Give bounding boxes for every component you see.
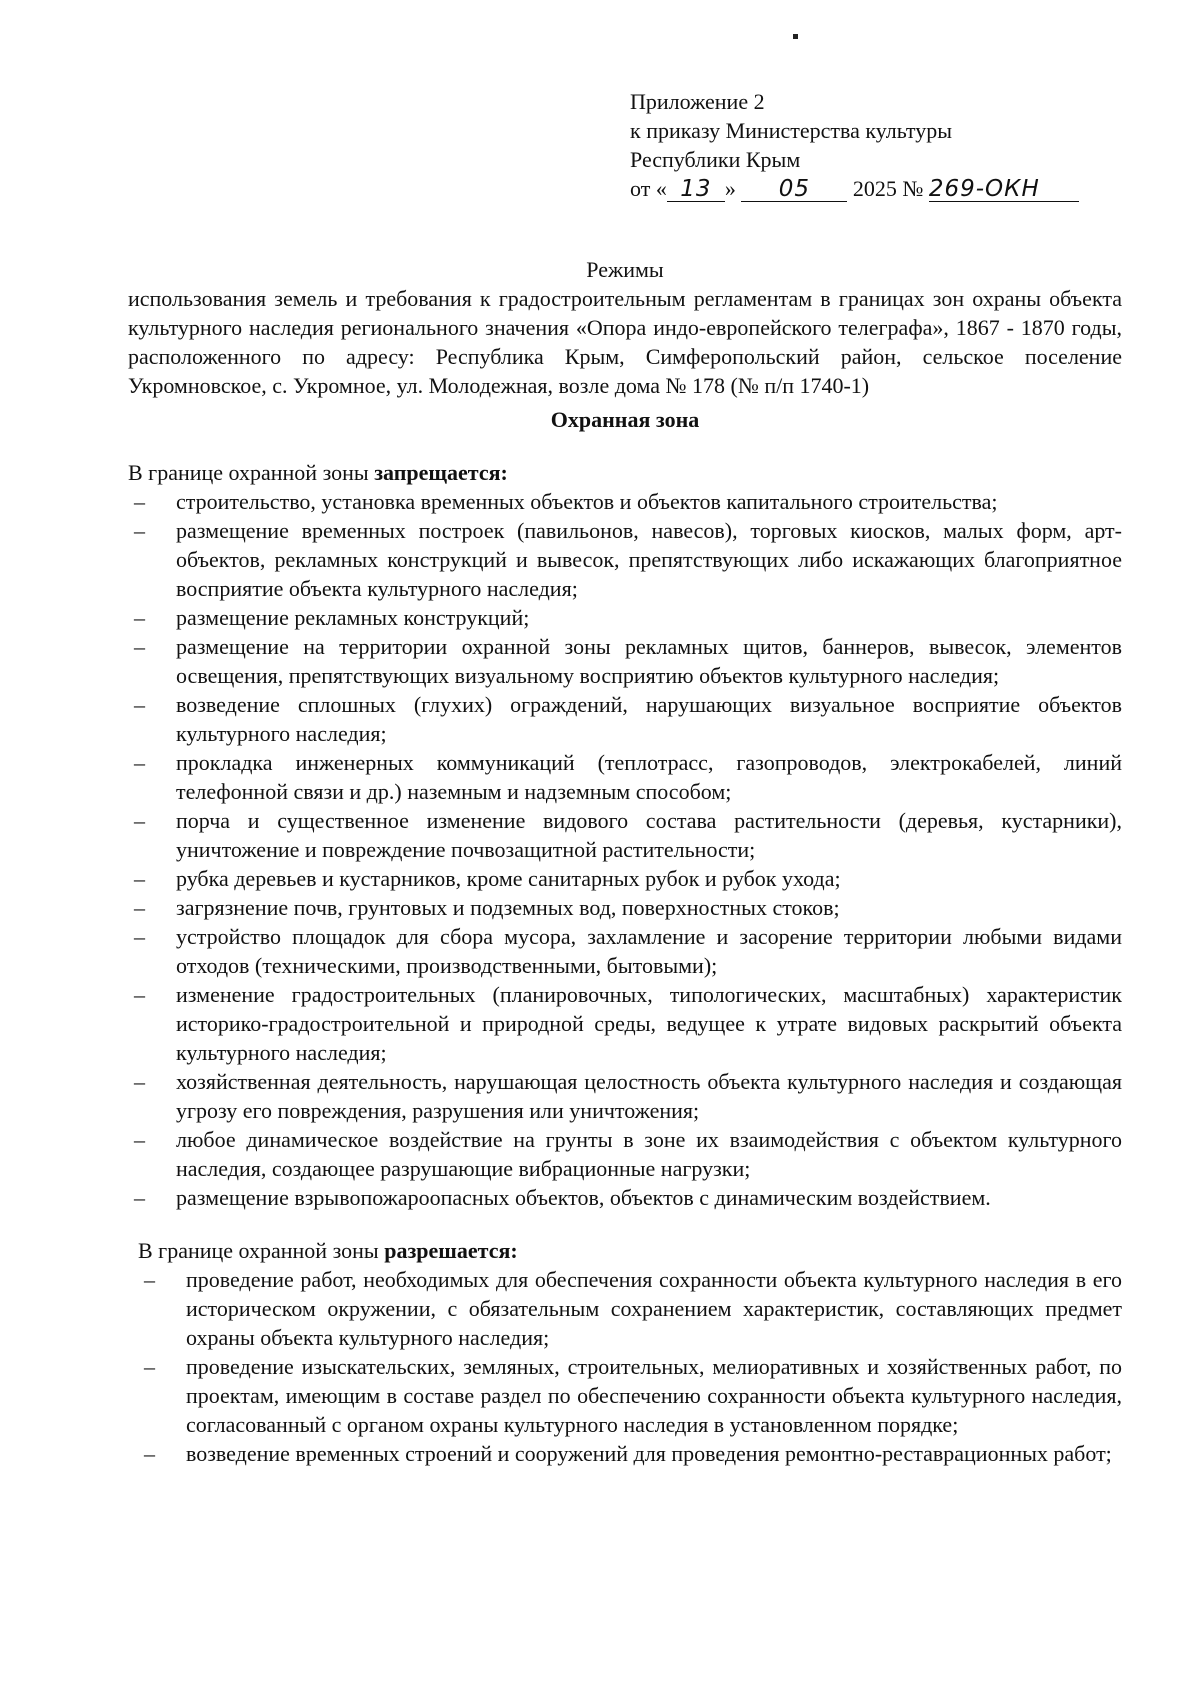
list-item <box>128 632 1122 690</box>
order-number: 269-ОКН <box>929 177 1079 202</box>
document-body <box>128 255 1122 1468</box>
date-month: 05 <box>741 177 847 202</box>
dash-bullet: – <box>134 1127 145 1152</box>
list-item-text: устройство площадок для сбора мусора, захламление и засорение территории любыми видами отходов (техническими, производственными, бытовыми); <box>176 924 1122 978</box>
list-item <box>138 1439 1122 1468</box>
list-item-text: рубка деревьев и кустарников, кроме санитарных рубок и рубок ухода; <box>176 866 841 891</box>
date-prefix: от « <box>630 176 667 201</box>
appendix-republic: Республики Крым <box>630 147 801 172</box>
allowed-intro-text: В границе охранной зоны <box>138 1238 385 1263</box>
list-item-text: возведение сплошных (глухих) ограждений, нарушающих визуальное восприятие объектов культурного наследия; <box>176 692 1122 746</box>
list-item-text: изменение градостроительных (планировочных, типологических, масштабных) характеристик историко-градостроительной и природной среды, ведущее к утрате видовых раскрытий объекта культурного наследия; <box>176 982 1122 1065</box>
list-item <box>138 1352 1122 1439</box>
dash-bullet: – <box>134 634 145 659</box>
date-day: 13 <box>667 177 725 202</box>
list-item-text: строительство, установка временных объектов и объектов капитального строительства; <box>176 489 998 514</box>
list-item-text: хозяйственная деятельность, нарушающая целостность объекта культурного наследия и создающая угрозу его повреждения, разрушения или уничтожения; <box>176 1069 1122 1123</box>
dash-bullet: – <box>134 1069 145 1094</box>
list-item <box>128 516 1122 603</box>
dash-bullet: – <box>134 518 145 543</box>
list-item <box>128 893 1122 922</box>
dash-bullet: – <box>134 982 145 1007</box>
dash-bullet: – <box>134 489 145 514</box>
dash-bullet: – <box>134 692 145 717</box>
list-item-text: загрязнение почв, грунтовых и подземных вод, поверхностных стоков; <box>176 895 840 920</box>
list-item <box>128 748 1122 806</box>
appendix-title: Приложение 2 <box>630 89 765 114</box>
document-subtitle: использования земель и требования к градостроительным регламентам в границах зон охраны объекта культурного наследия регионального значения «Опора индо-европейского телеграфа», 1867 - 1870 годы, расположенного по адресу: Республика Крым, Симферопольский район, сельское поселение Укромновское, с. Укромное, ул. Молодежная, возле дома № 178 (№ п/п 1740-1) <box>128 286 1122 398</box>
appendix-order-ref: к приказу Министерства культуры <box>630 118 953 143</box>
dash-bullet: – <box>134 895 145 920</box>
dash-bullet: – <box>144 1441 155 1466</box>
list-item-text: любое динамическое воздействие на грунты в зоне их взаимодействия с объектом культурного наследия, создающее разрушающие вибрационные нагрузки; <box>176 1127 1122 1181</box>
dash-bullet: – <box>134 808 145 833</box>
list-item <box>128 1067 1122 1125</box>
list-item <box>138 1265 1122 1352</box>
list-item-text: размещение на территории охранной зоны рекламных щитов, баннеров, вывесок, элементов освещения, препятствующих визуальному восприятию объектов культурного наследия; <box>176 634 1122 688</box>
dash-bullet: – <box>134 750 145 775</box>
dash-bullet: – <box>144 1354 155 1379</box>
list-item-text: порча и существенное изменение видового состава растительности (деревья, кустарники), уничтожение и повреждение почвозащитной растительности; <box>176 808 1122 862</box>
list-item-text: возведение временных строений и сооружений для проведения ремонтно-реставрационных работ; <box>186 1441 1112 1466</box>
allowed-list <box>128 1265 1122 1468</box>
zone-heading: Охранная зона <box>550 407 700 432</box>
list-item-text: размещение рекламных конструкций; <box>176 605 530 630</box>
allowed-intro-bold: разрешается: <box>384 1238 518 1263</box>
date-year-no: 2025 № <box>852 176 924 201</box>
list-item-text: размещение временных построек (павильонов, навесов), торговых киосков, малых форм, арт-объектов, рекламных конструкций и вывесок, препятствующих либо искажающих благоприятное восприятие объекта культурного наследия; <box>176 518 1122 601</box>
list-item-text: проведение изыскательских, земляных, строительных, мелиоративных и хозяйственных работ, по проектам, имеющим в составе раздел по обеспечению сохранности объекта культурного наследия, согласованный с органом охраны культурного наследия в установленном порядке; <box>186 1354 1122 1437</box>
prohibited-list <box>128 487 1122 1212</box>
list-item <box>128 690 1122 748</box>
prohibited-intro-text: В границе охранной зоны <box>128 460 375 485</box>
appendix-date-line <box>630 174 1150 203</box>
prohibited-intro <box>128 458 1122 487</box>
dash-bullet: – <box>134 924 145 949</box>
list-item-text: размещение взрывопожароопасных объектов, объектов с динамическим воздействием. <box>176 1185 991 1210</box>
dash-bullet: – <box>134 605 145 630</box>
scan-mark <box>793 34 798 39</box>
list-item <box>128 1183 1122 1212</box>
list-item <box>128 806 1122 864</box>
allowed-intro <box>128 1236 1122 1265</box>
list-item <box>128 1125 1122 1183</box>
dash-bullet: – <box>144 1267 155 1292</box>
list-item <box>128 922 1122 980</box>
date-mid: » <box>724 176 736 201</box>
list-item-text: прокладка инженерных коммуникаций (теплотрасс, газопроводов, электрокабелей, линий телефонной связи и др.) наземным и надземным способом; <box>176 750 1122 804</box>
list-item-text: проведение работ, необходимых для обеспечения сохранности объекта культурного наследия в его историческом окружении, с обязательным сохранением характеристик, составляющих предмет охраны объекта культурного наследия; <box>186 1267 1122 1350</box>
list-item <box>128 603 1122 632</box>
appendix-block <box>630 87 1150 203</box>
list-item <box>128 487 1122 516</box>
dash-bullet: – <box>134 866 145 891</box>
dash-bullet: – <box>134 1185 145 1210</box>
list-item <box>128 980 1122 1067</box>
document-title: Режимы <box>586 257 664 282</box>
list-item <box>128 864 1122 893</box>
prohibited-intro-bold: запрещается: <box>374 460 508 485</box>
